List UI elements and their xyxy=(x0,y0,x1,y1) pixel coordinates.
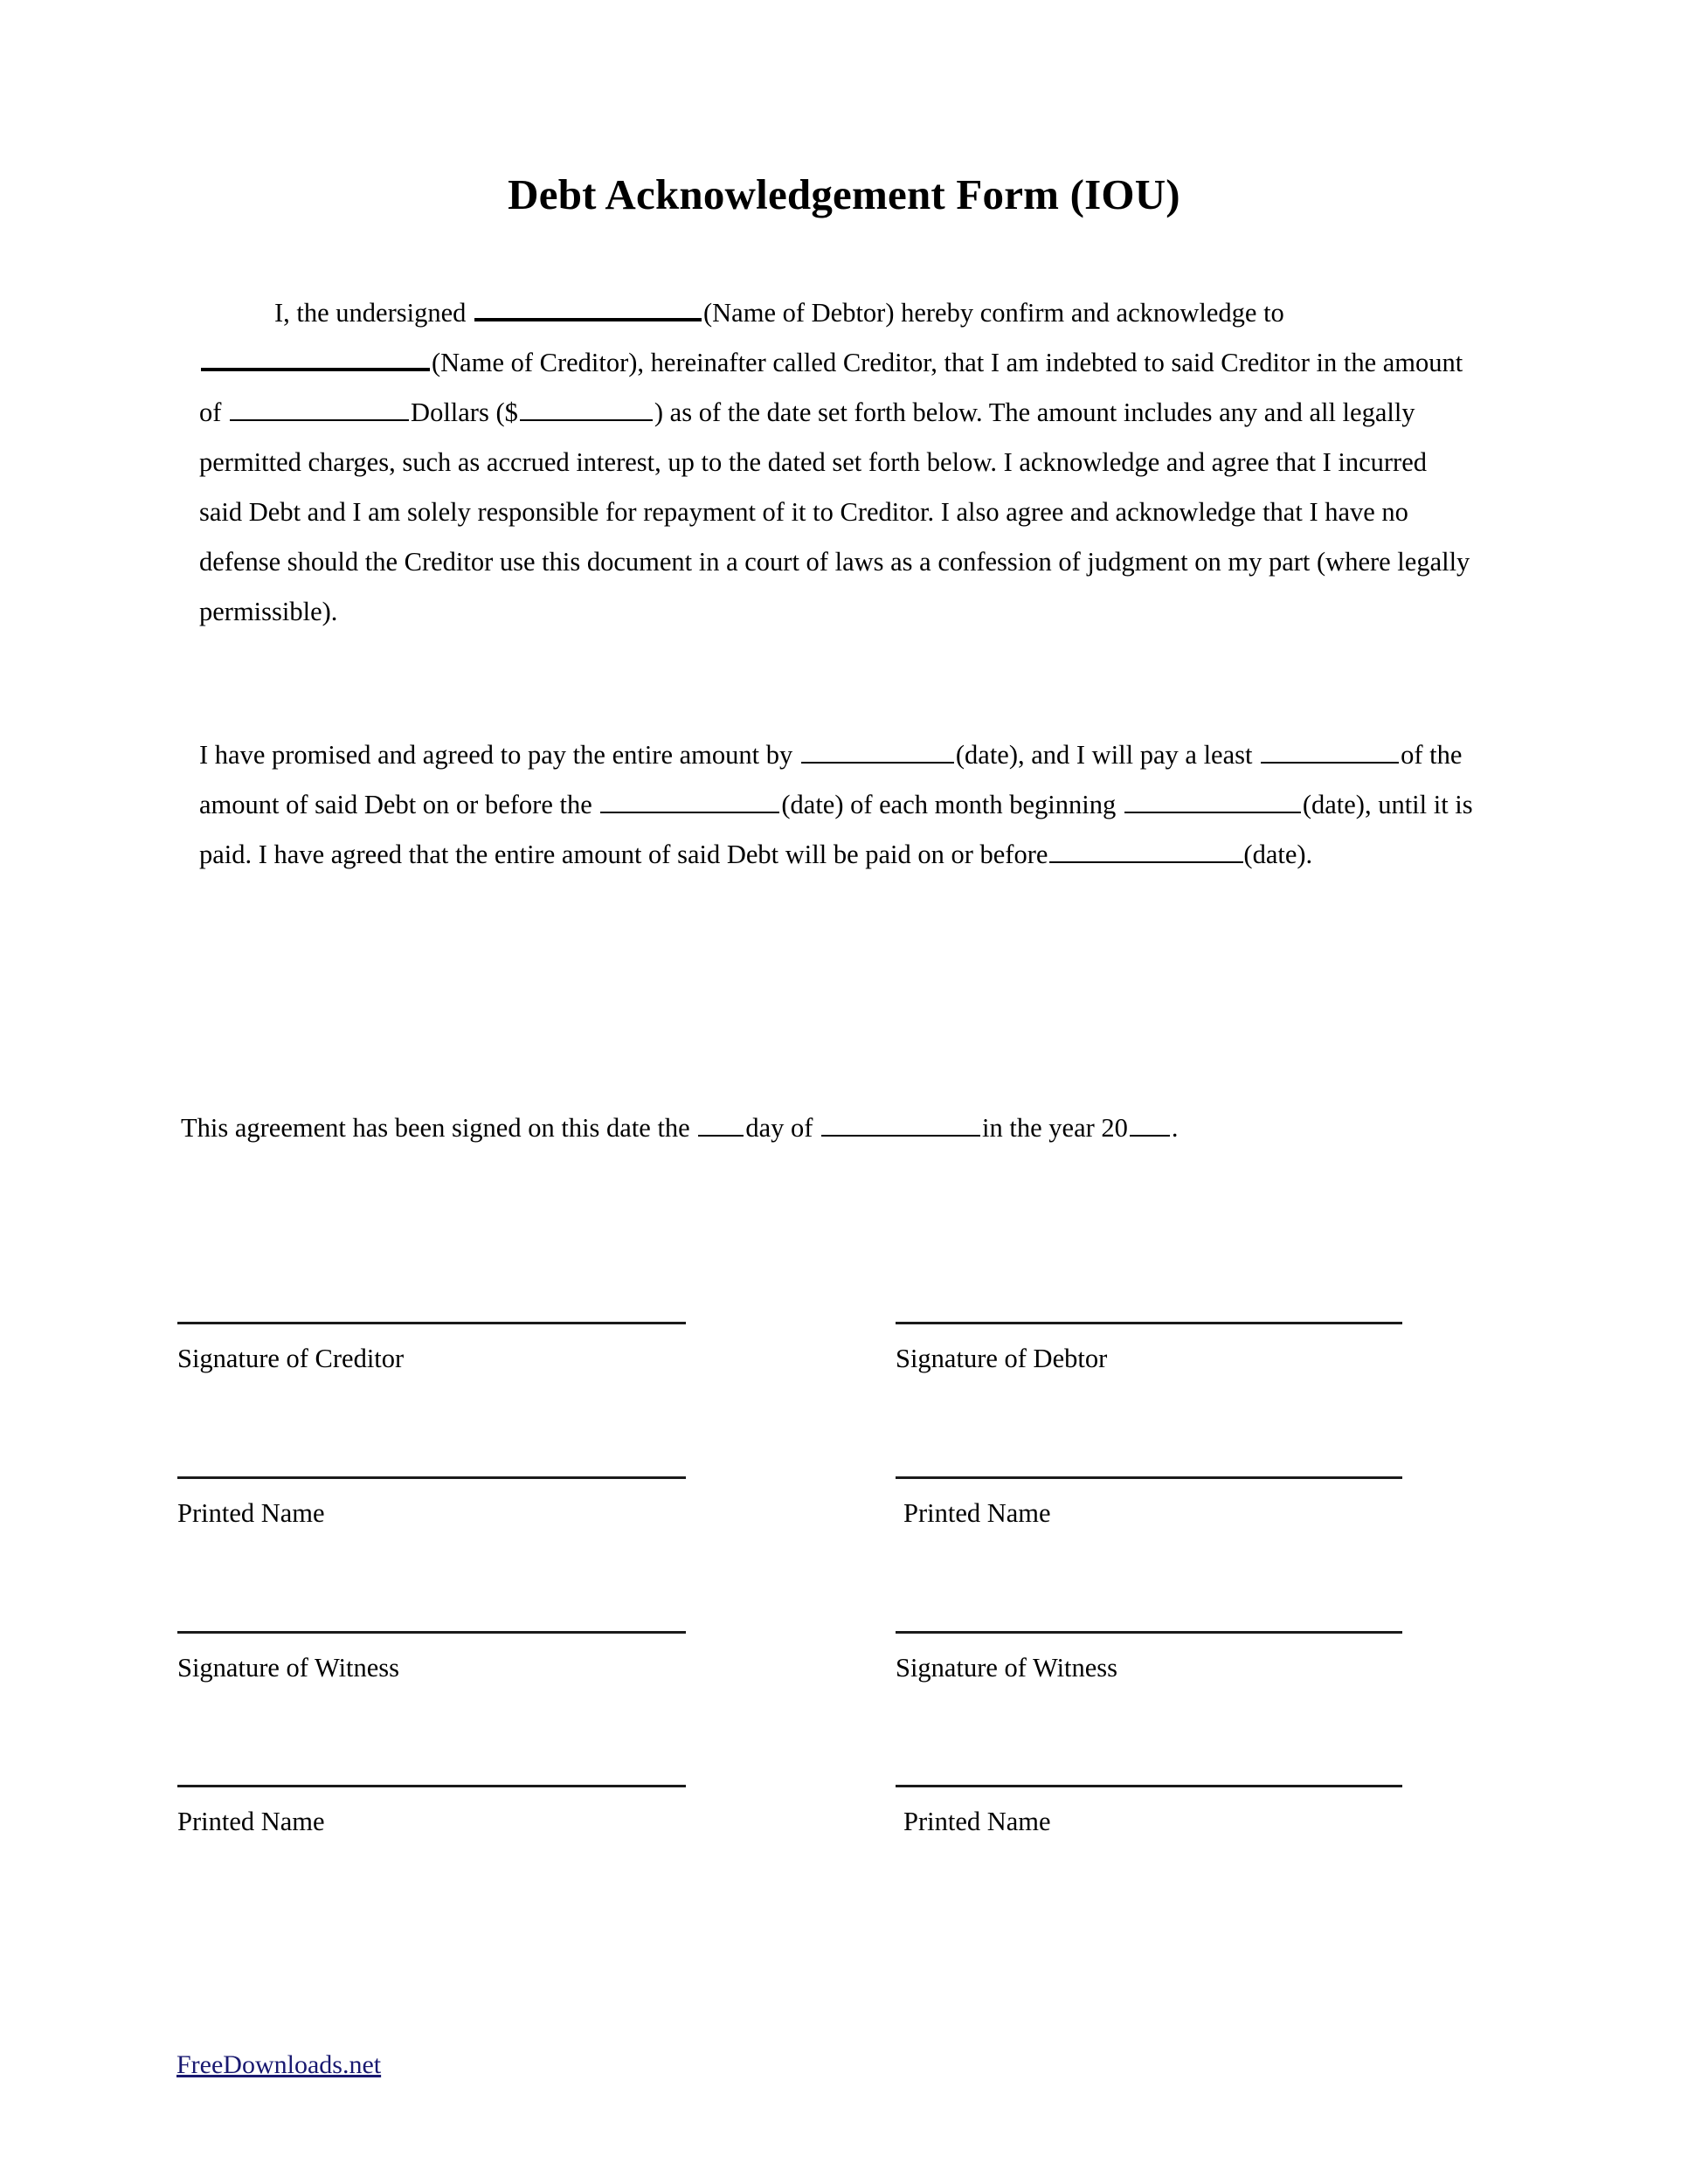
para1-segment-1: I, the undersigned xyxy=(274,298,467,328)
para1-segment-5: ) as of the date set forth below. The amount includes any and all legally permitted charges, such as accrued interest, up to the dated set forth below. I acknowledge and agree that I incurred said Debt and I am solely responsible for repayment of it to Creditor. I also agree and acknowledge that I have no defense should the Creditor use this document in a court of laws as a confession of judgment on my part (where legally permissible). xyxy=(199,397,1470,626)
signing-segment-1: This agreement has been signed on this date the xyxy=(181,1113,690,1143)
para1-segment-4: Dollars ($ xyxy=(411,397,518,427)
signature-label-creditor: Signature of Creditor xyxy=(177,1344,405,1373)
witness-printed-name-block-left xyxy=(177,1785,686,1837)
freedownloads-link[interactable]: FreeDownloads.net xyxy=(176,2050,382,2079)
signing-segment-3: in the year 20 xyxy=(982,1113,1128,1143)
witness-printed-name-label-left: Printed Name xyxy=(177,1807,325,1836)
debtor-name-blank[interactable] xyxy=(474,294,702,321)
witness-label-right: Signature of Witness xyxy=(896,1653,1118,1683)
minimum-payment-blank[interactable] xyxy=(1261,739,1399,764)
signing-month-blank[interactable] xyxy=(821,1112,980,1137)
witness-label-left: Signature of Witness xyxy=(177,1653,400,1683)
witness-rule-left[interactable] xyxy=(177,1631,686,1634)
signature-rule-debtor[interactable] xyxy=(896,1322,1402,1324)
witness-printed-name-rule-left[interactable] xyxy=(177,1785,686,1787)
signing-segment-4: . xyxy=(1171,1113,1179,1143)
para2-segment-5: (date), until it is paid. I have agreed that the entire amount of said Debt will be paid on or before xyxy=(199,790,1473,869)
first-payment-date-blank[interactable] xyxy=(1124,789,1301,813)
printed-name-block-debtor xyxy=(896,1476,1402,1529)
witness-rule-right[interactable] xyxy=(896,1631,1402,1634)
signing-date-statement xyxy=(181,1108,1491,1148)
signing-year-blank[interactable] xyxy=(1130,1112,1170,1137)
signing-day-blank[interactable] xyxy=(698,1112,744,1137)
witness-block-left xyxy=(177,1631,686,1683)
signature-block-creditor xyxy=(177,1322,686,1374)
witness-printed-name-block-right xyxy=(896,1785,1402,1837)
para2-segment-1: I have promised and agreed to pay the entire amount by xyxy=(199,740,793,770)
para1-segment-2: (Name of Debtor) hereby confirm and acknowledge to xyxy=(703,298,1284,328)
creditor-name-blank[interactable] xyxy=(201,343,430,371)
page-title: Debt Acknowledgement Form (IOU) xyxy=(508,170,1180,218)
signature-label-debtor: Signature of Debtor xyxy=(896,1344,1108,1373)
witness-printed-name-rule-right[interactable] xyxy=(896,1785,1402,1787)
paragraph-acknowledgement xyxy=(199,288,1475,637)
para2-segment-2: (date), and I will pay a least xyxy=(955,740,1253,770)
signature-rule-creditor[interactable] xyxy=(177,1322,686,1324)
paragraph-repayment-terms xyxy=(199,730,1475,880)
printed-name-block-creditor xyxy=(177,1476,686,1529)
final-payment-date-blank[interactable] xyxy=(1049,839,1243,863)
amount-words-blank[interactable] xyxy=(230,397,409,421)
witness-block-right xyxy=(896,1631,1402,1683)
signature-block-debtor xyxy=(896,1322,1402,1374)
printed-name-label-debtor: Printed Name xyxy=(903,1498,1051,1528)
printed-name-rule-debtor[interactable] xyxy=(896,1476,1402,1479)
printed-name-label-creditor: Printed Name xyxy=(177,1498,325,1528)
para1-segment-3: (Name of Creditor), hereinafter called Creditor, that I am indebted to said Creditor in the amount of xyxy=(199,348,1463,427)
para2-segment-3: of the amount of said Debt on or before the xyxy=(199,740,1463,819)
para2-segment-6: (date). xyxy=(1243,840,1313,869)
monthly-due-date-blank[interactable] xyxy=(600,789,779,813)
para2-segment-4: (date) of each month beginning xyxy=(781,790,1117,819)
signing-segment-2: day of xyxy=(745,1113,813,1143)
witness-printed-name-label-right: Printed Name xyxy=(903,1807,1051,1836)
printed-name-rule-creditor[interactable] xyxy=(177,1476,686,1479)
payoff-date-blank[interactable] xyxy=(801,739,954,764)
amount-figures-blank[interactable] xyxy=(520,397,653,421)
